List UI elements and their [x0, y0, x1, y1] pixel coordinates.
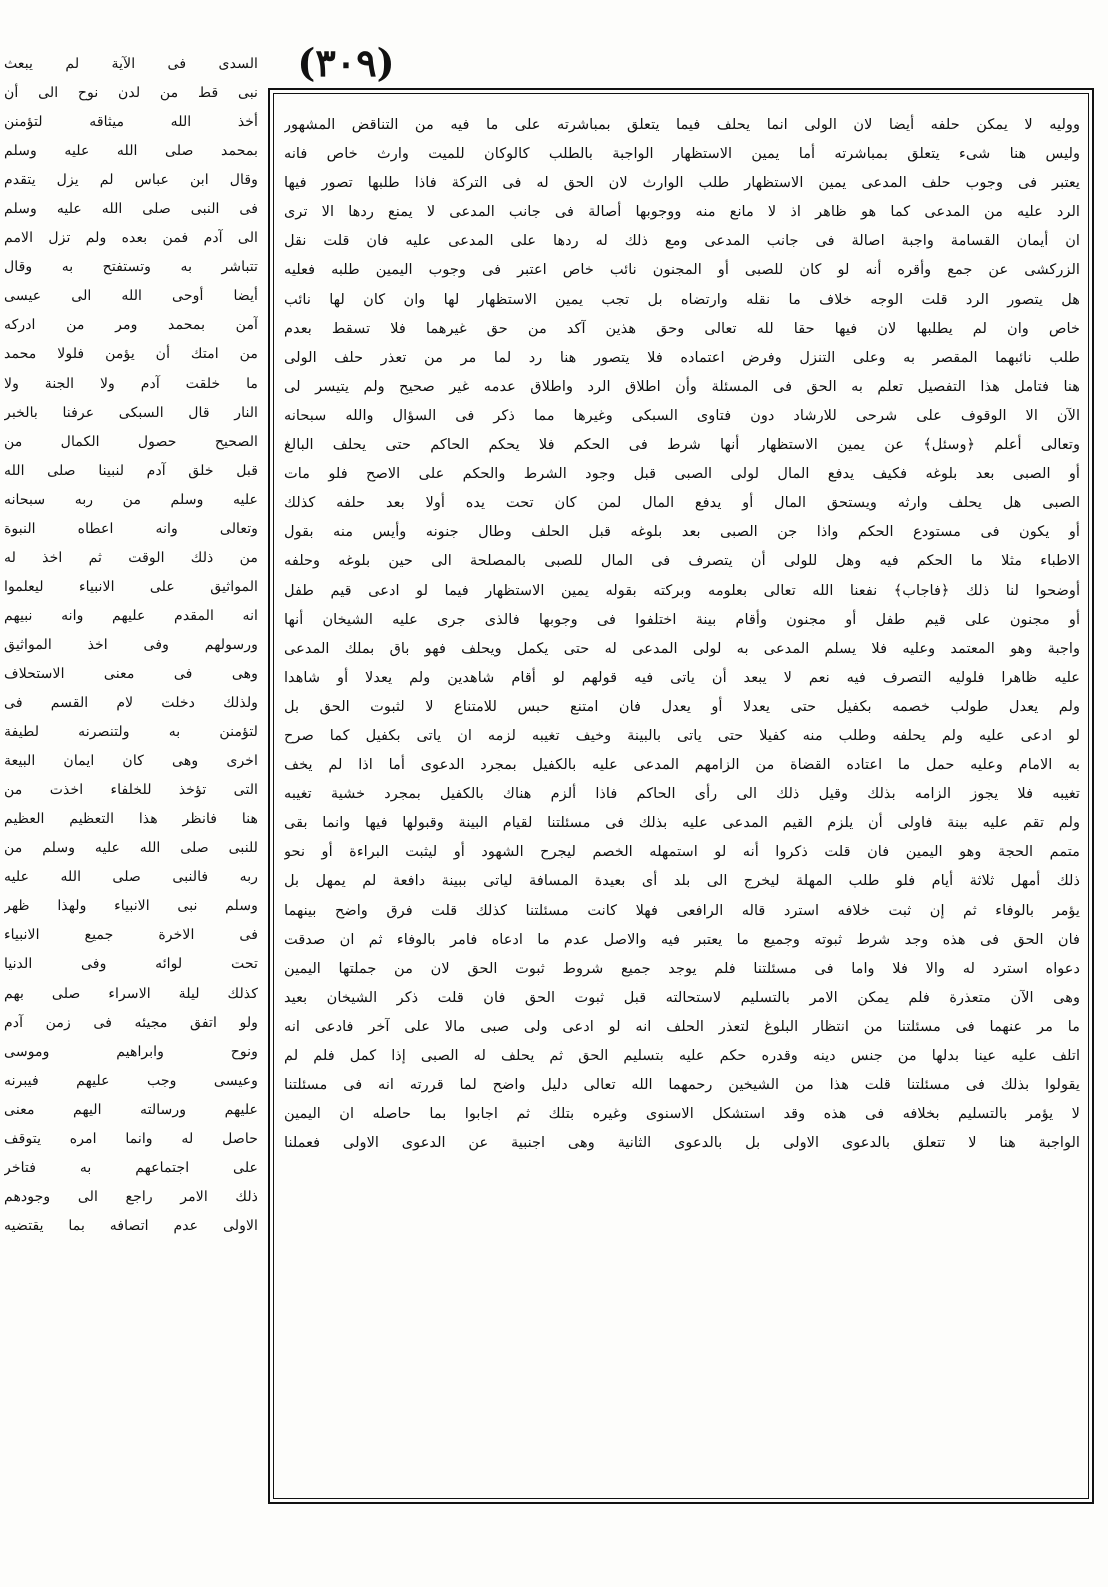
main-text-line: الآن الا الوقوف على شرحى للارشاد دون فتاوى السبكى وغيرها مما ذكر فى السؤال والله سبحانه [284, 406, 1080, 424]
margin-line: وهى فى معنى الاستحلاف [4, 665, 258, 682]
main-text-body [273, 93, 1089, 1499]
margin-line: المواثيق على الانبياء ليعلموا [4, 578, 258, 595]
margin-line: لتؤمنن به ولتنصرنه لطيفة [4, 724, 258, 741]
margin-line: كذلك ليلة الاسراء صلى بهم [4, 985, 258, 1002]
main-text-line: خاص وان لم يطلبها لان فيها حقا لله تعالى وحق هذين آكد من حق غيرهما فلا تسقط بعدم [284, 319, 1080, 337]
main-text-line: الواجبة هنا لا تتعلق بالدعوى الاولى بل بالدعوى الثانية وهى اجنبية عن الدعوى الاولى فعملنا [284, 1134, 1080, 1152]
main-text-line: متمم الحجة وهو اليمين فان قلت ذكروا أنه لو استمهله الخصم ليجرح الشهود أو ليثبت البراءة أو نحو [284, 843, 1080, 861]
margin-line: آمن بمحمد ومر من ادركه [4, 317, 258, 334]
margin-line: وعيسى وجب عليهم فيبرنه [4, 1072, 258, 1089]
margin-line: فى النبى صلى الله عليه وسلم [4, 201, 258, 218]
main-text-line: يؤمر بالوفاء ثم إن ثبت خلافه استرد قاله الرافعى فهلا كانت مسئلتنا كذلك قلت فرق واضح بينهما [284, 901, 1080, 919]
main-text-line: الزركشى عن جمع وأقره أنه لو كان للصبى أو المجنون نائب خاص اعتبر فى وجوب اليمين طلبه فعليه [284, 261, 1080, 279]
margin-line: قبل خلق آدم لنبينا صلى الله [4, 462, 258, 479]
main-text-line: اتلف عليه عينا بدلها من جنس دينه وقدره حكم عليه بتسليم الحق ثم يحلف له الصبى إذا كمل فلم لم [284, 1047, 1080, 1064]
margin-line: تتباشر به وتستفتح به وقال [4, 259, 258, 276]
main-text-line: تغيبه فلا يجوز الزامه بذلك وقيل ذلك الى رأى الحاكم فاذا ألزم هناك بالكفيل بمجرد خشية تغيبه [284, 785, 1080, 803]
main-text-line: هنا فتامل هذا التفصيل تعلم به الحق فى المسئلة وأن اطلاق الرد واطلاق عدمه غير صحيح ولم يتيسر لى [284, 377, 1080, 395]
margin-line: عليه وسلم من ربه سبحانه [4, 491, 258, 508]
margin-line: أيضا أوحى الله الى عيسى [4, 288, 258, 305]
main-text-line: طلب نائبهما المقصر به وعلى التنزل وفرض اعتماده فلا يتصور هنا رد لما مر من تعذر حلف الولى [284, 348, 1080, 366]
main-text-line: ووليه لا يمكن حلفه أيضا لان الولى انما يحلف فيما يتعلق بمباشرته على ما فيه من التناقض المشهور [284, 116, 1080, 133]
main-text-line: ان أيمان القسامة واجبة اصالة فى جانب المدعى ومع ذلك له ردها على المدعى عليه فان قلت نقل [284, 232, 1080, 250]
main-text-line: ما مر عنهما فى مسئلتنا من انتظار البلوغ لتعذر الحلف انه لو ادعى ولى صبى مالا على آخر فادعى انه [284, 1017, 1080, 1035]
margin-line: انه المقدم عليهم وانه نبيهم [4, 607, 258, 624]
margin-line: بمحمد صلى الله عليه وسلم [4, 143, 258, 160]
margin-line: ونوح وابراهيم وموسى [4, 1043, 258, 1060]
main-text-line: يقولوا بذلك فى مسئلتنا قلت هذا من الشيخين رحمهما الله تعالى دليل واضح لما قررته انه فى مسئلتنا [284, 1076, 1080, 1094]
margin-line: ما خلقت آدم ولا الجنة ولا [4, 375, 258, 392]
main-text-line: ولم تقم عليه بينة فاولى أن يلزم القيم المدعى عليه بذلك فى مسئلتنا لقيام البينة وقبولها فيها وانما بقى [284, 814, 1080, 832]
main-text-line: ولم يعدل طولب خصمه بكفيل حتى يعدلا أو يعدل فان امتنع حبس للامتناع لا لثبوت الحق بل [284, 697, 1080, 715]
margin-line: حاصل له وانما امره يتوقف [4, 1130, 258, 1147]
margin-line: للنبى صلى الله عليه وسلم من [4, 840, 258, 857]
main-text-line: وهى الآن متعذرة فلم يمكن الامر بالتسليم لاستحالته قبل ثبوت الحق فان قلت ذكر الشيخان بعيد [284, 988, 1080, 1006]
margin-line: وتعالى وانه اعطاه النبوة [4, 520, 258, 537]
main-text-line: أوضحوا لنا ذلك ﴿فاجاب﴾ نفعنا الله تعالى بعلومه وبركته بقوله يمين الاستظهار فيما لو ادعى قيم طفل [284, 581, 1080, 599]
margin-line: هنا فانظر هذا التعظيم العظيم [4, 811, 258, 828]
main-text-line: أو يكون فى مستودع الحكم واذا جن الصبى بعد بلوغه قبل الحلف وطال جنونه وأيس منه بقول [284, 523, 1080, 541]
main-text-line: أو الصبى بعد بلوغه فكيف يدفع المال لولى الصبى قبل وجود الشرط والحكم على الاصح فلو مات [284, 465, 1080, 483]
margin-line: وسلم نبى الانبياء ولهذا ظهر [4, 898, 258, 915]
main-text-line: به الامام وعليه حمل ما اعتاده القضاة من الزامهم المدعى عليه بالكفيل بمجرد الدعوى أما اذا لم يخف [284, 756, 1080, 774]
main-text-line: ذلك أمهل ثلاثة أيام فلو طلب المهلة ليخرج الى بلد أى بعيدة المسافة لياتى ببينة دافعة لم يمهل بل [284, 872, 1080, 890]
main-text-line: فان الحق فى هذه وجد شرط ثبوته وجميع ما يعتبر فيه والاصل عدم ما ادعاه فامر بالوفاء ثم ان صدقت [284, 930, 1080, 948]
main-text-line: الرد عليه من المدعى كما هو ظاهر اذ لا مانع منه ووجوبها أصالة فى جانب المدعى لا يمنع ردها الا ترى [284, 203, 1080, 221]
main-text-line: دعواه استرد له والا فلا واما فى مسئلتنا فلم يوجد جميع شروط ثبوت الحق لان من جملتها اليمين [284, 959, 1080, 977]
margin-line: ربه فالنبى صلى الله عليه [4, 869, 258, 886]
margin-line: التى تؤخذ للخلفاء اخذت من [4, 782, 258, 799]
margin-line: ولو اتفق مجيئه فى زمن آدم [4, 1014, 258, 1031]
main-text-line: أو مجنون على قيم طفل أو مجنون وأقام بينة اختلفوا فى وجوبها فالذى جرى عليه الشيخان أنها [284, 610, 1080, 628]
margin-line: تحت لوائه وفى الدنيا [4, 956, 258, 973]
marginal-commentary [4, 50, 258, 1241]
margin-line: ولذلك دخلت لام القسم فى [4, 695, 258, 712]
margin-line: على اجتماعهم به فتاخر [4, 1159, 258, 1176]
main-text-line: لا يؤمر بالتسليم بخلافه فى هذه وقد استشكل الاسنوى وغيره بتلك ثم اجابوا بما حاصله ان اليمين [284, 1105, 1080, 1123]
main-text-line: الاطباء مثلا ما الحكم فيه وهل للولى أن يتصرف فى المال للصبى بالمصلحة الى حين بلوغه وحلفه [284, 552, 1080, 570]
margin-line: الصحيح حصول الكمال من [4, 433, 258, 450]
main-text-line: لو ادعى عليه ولم يحلفه وطلب منه كفيلا حتى ياتى بالبينة وخيف تغيبه لزمه ان ياتى بكفيل كما صرح [284, 726, 1080, 744]
margin-line: من ذلك الوقت ثم اخذ له [4, 549, 258, 566]
main-text-line: عليه ظاهرا فلوليه التصرف فيه نعم لا يبعد أن ياتى فيه قولهم لو أقام شاهدين ولم يعدلا أو شاهدا [284, 668, 1080, 686]
margin-line: نبى قط من لدن نوح الى أن [4, 85, 258, 102]
margin-line: أخذ الله ميثاقه لتؤمنن [4, 114, 258, 131]
margin-line: من امتك أن يؤمن فلولا محمد [4, 346, 258, 363]
main-text-line: هل يتصور الرد قلت الوجه خلاف ما نقله وارتضاه بل تجب يمين الاستظهار لها وان كان لها نائب [284, 290, 1080, 308]
margin-line: الاولى عدم اتصافه بما يقتضيه [4, 1217, 258, 1234]
margin-line: وقال ابن عباس لم يزل يتقدم [4, 172, 258, 189]
margin-line: ورسولهم وفى اخذ المواثيق [4, 636, 258, 653]
main-text-line: وتعالى أعلم ﴿وسئل﴾ عن يمين الاستظهار أنها شرط فى الحكم فلا يحكم الحاكم حتى يحلف البالغ [284, 436, 1080, 454]
margin-line: الى آدم فمن بعده ولم تزل الامم [4, 230, 258, 247]
margin-line: فى الاخرة جميع الانبياء [4, 927, 258, 944]
main-text-line: واجبة وهو المعتمد وعليه فلا يسلم المدعى به لولى المدعى له حتى يكمل ويحلف فهو باق بملك المدعى [284, 639, 1080, 657]
margin-line: النار قال السبكى عرفنا بالخبر [4, 404, 258, 421]
margin-line: اخرى وهى كان ايمان البيعة [4, 753, 258, 770]
margin-line: عليهم ورسالته اليهم معنى [4, 1101, 258, 1118]
page-number: (٣٠٩) [297, 40, 395, 85]
main-text-line: الصبى هل يحلف وارثه ويستحق المال أو يدفع المال لمن كان تحت يده أولا بعد حلفه كذلك [284, 494, 1080, 512]
main-text-line: وليس هنا شىء يتعلق بمباشرته أما يمين الاستظهار الواجبة بالطلب كالوكان للميت وارث خاص فانه [284, 145, 1080, 163]
main-text-line: يعتبر فى وجوب حلف المدعى يمين الاستظهار طلب الوارث لان الحق له فى التركة فاذا طلبها تصور فيها [284, 174, 1080, 192]
margin-line: ذلك الامر راجع الى وجودهم [4, 1188, 258, 1205]
margin-line: السدى فى الآية لم يبعث [4, 56, 258, 72]
main-text-frame [268, 88, 1094, 1504]
